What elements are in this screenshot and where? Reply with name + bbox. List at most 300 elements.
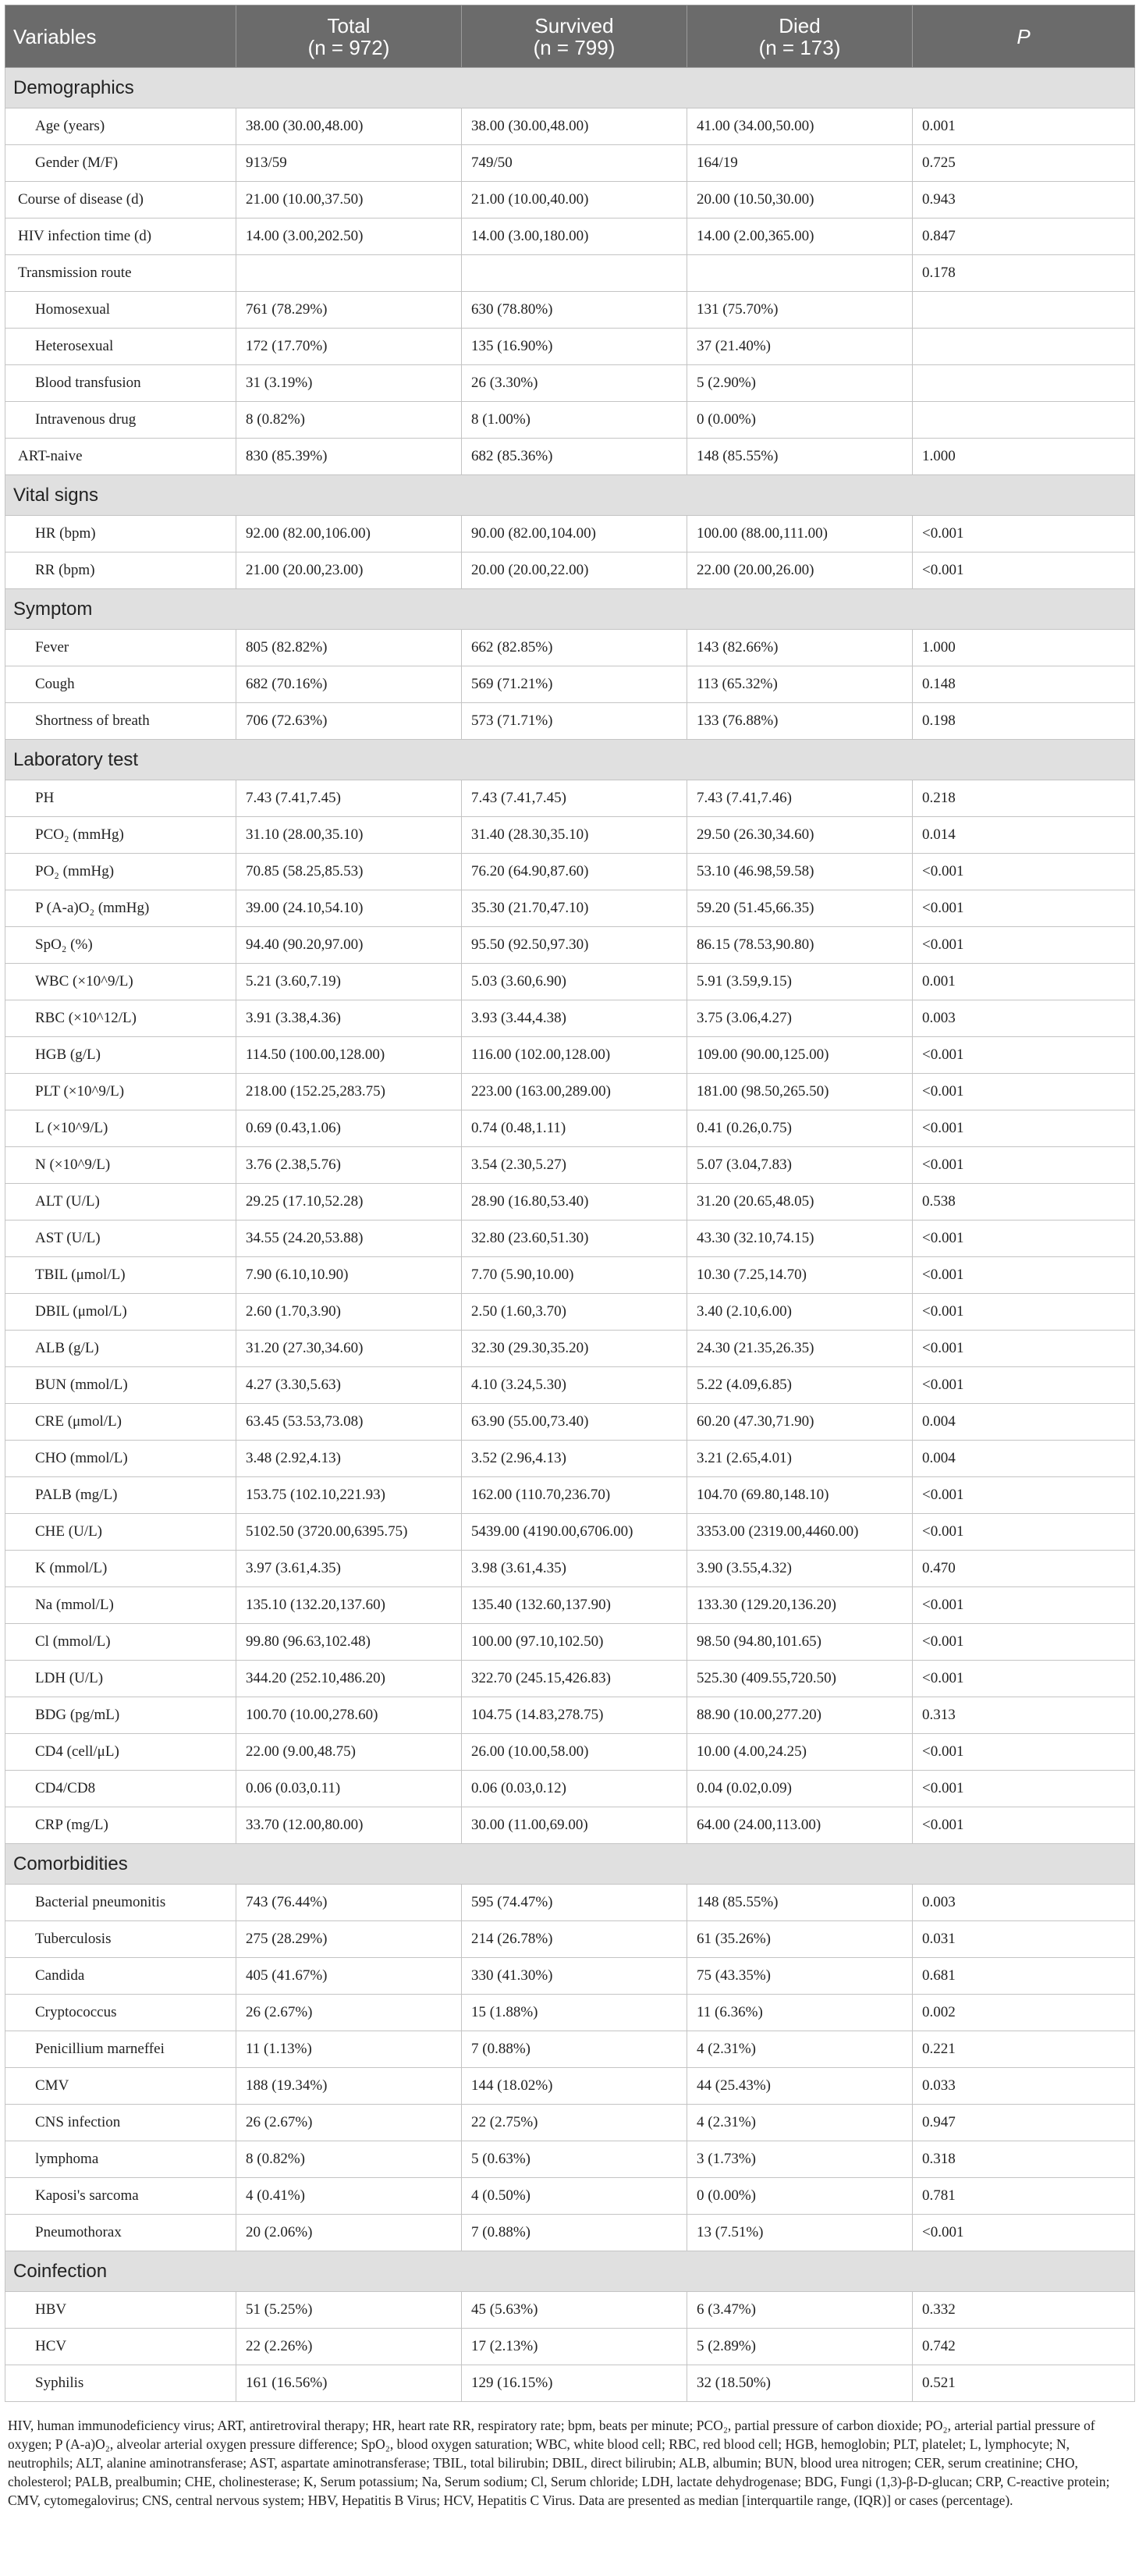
table-row — [5, 219, 1135, 255]
survived-cell: 4 (0.50%) — [462, 2178, 687, 2215]
total-cell: 682 (70.16%) — [236, 666, 462, 703]
table-row — [5, 1734, 1135, 1771]
died-cell: 14.00 (2.00,365.00) — [687, 219, 913, 255]
died-cell: 10.30 (7.25,14.70) — [687, 1257, 913, 1294]
survived-cell: 26.00 (10.00,58.00) — [462, 1734, 687, 1771]
survived-cell: 682 (85.36%) — [462, 439, 687, 475]
survived-cell: 3.93 (3.44,4.38) — [462, 1000, 687, 1037]
section-header-row — [5, 1844, 1135, 1885]
died-cell: 6 (3.47%) — [687, 2292, 913, 2329]
variable-cell: Na (mmol/L) — [5, 1587, 236, 1624]
total-cell: 100.70 (10.00,278.60) — [236, 1697, 462, 1734]
variable-cell: HGB (g/L) — [5, 1037, 236, 1074]
survived-cell: 8 (1.00%) — [462, 402, 687, 439]
table-row — [5, 2292, 1135, 2329]
table-row — [5, 1807, 1135, 1844]
p-value-cell: 0.847 — [913, 219, 1135, 255]
table-row — [5, 1697, 1135, 1734]
survived-cell: 4.10 (3.24,5.30) — [462, 1367, 687, 1404]
p-value-cell: <0.001 — [913, 1587, 1135, 1624]
table-row — [5, 1477, 1135, 1514]
died-cell: 0.41 (0.26,0.75) — [687, 1110, 913, 1147]
table-row — [5, 817, 1135, 854]
died-cell: 29.50 (26.30,34.60) — [687, 817, 913, 854]
variable-cell: Bacterial pneumonitis — [5, 1885, 236, 1921]
table-row — [5, 1404, 1135, 1441]
p-value-cell: <0.001 — [913, 1367, 1135, 1404]
table-row — [5, 1921, 1135, 1958]
survived-cell: 223.00 (163.00,289.00) — [462, 1074, 687, 1110]
survived-cell: 129 (16.15%) — [462, 2365, 687, 2402]
table-row — [5, 1147, 1135, 1184]
variable-cell: Fever — [5, 630, 236, 666]
variable-cell: HR (bpm) — [5, 516, 236, 553]
survived-cell: 30.00 (11.00,69.00) — [462, 1807, 687, 1844]
p-value-cell: <0.001 — [913, 1661, 1135, 1697]
table-body — [5, 68, 1135, 2402]
died-cell: 3.21 (2.65,4.01) — [687, 1441, 913, 1477]
table-row — [5, 1771, 1135, 1807]
variable-cell: BDG (pg/mL) — [5, 1697, 236, 1734]
variable-cell: Gender (M/F) — [5, 145, 236, 182]
table-row — [5, 1037, 1135, 1074]
table-header — [5, 5, 1135, 68]
died-cell: 7.43 (7.41,7.46) — [687, 780, 913, 817]
table-row — [5, 1661, 1135, 1697]
variable-cell: ART-naive — [5, 439, 236, 475]
table-row — [5, 1331, 1135, 1367]
total-cell: 22 (2.26%) — [236, 2329, 462, 2365]
variable-cell: CHO (mmol/L) — [5, 1441, 236, 1477]
variable-cell: RR (bpm) — [5, 553, 236, 589]
died-cell: 31.20 (20.65,48.05) — [687, 1184, 913, 1220]
table-row — [5, 1184, 1135, 1220]
died-cell: 164/19 — [687, 145, 913, 182]
table-row — [5, 553, 1135, 589]
table-row — [5, 365, 1135, 402]
total-cell: 22.00 (9.00,48.75) — [236, 1734, 462, 1771]
table-row — [5, 1624, 1135, 1661]
variable-cell: L (×10^9/L) — [5, 1110, 236, 1147]
survived-cell: 214 (26.78%) — [462, 1921, 687, 1958]
died-cell: 0 (0.00%) — [687, 402, 913, 439]
table-row — [5, 964, 1135, 1000]
survived-cell: 7 (0.88%) — [462, 2215, 687, 2251]
survived-cell: 14.00 (3.00,180.00) — [462, 219, 687, 255]
table-row — [5, 1257, 1135, 1294]
died-cell: 148 (85.55%) — [687, 439, 913, 475]
header-total: Total (n = 972) — [236, 5, 462, 68]
survived-cell: 322.70 (245.15,426.83) — [462, 1661, 687, 1697]
header-died: Died (n = 173) — [687, 5, 913, 68]
section-header-row — [5, 68, 1135, 108]
survived-cell: 116.00 (102.00,128.00) — [462, 1037, 687, 1074]
survived-cell — [462, 255, 687, 292]
p-value-cell: 1.000 — [913, 630, 1135, 666]
survived-cell: 3.54 (2.30,5.27) — [462, 1147, 687, 1184]
p-value-cell: <0.001 — [913, 1147, 1135, 1184]
p-value-cell: 0.178 — [913, 255, 1135, 292]
p-value-cell: 0.031 — [913, 1921, 1135, 1958]
p-value-cell: <0.001 — [913, 1331, 1135, 1367]
variable-cell: Intravenous drug — [5, 402, 236, 439]
survived-cell: 630 (78.80%) — [462, 292, 687, 329]
p-value-cell — [913, 329, 1135, 365]
survived-cell: 5439.00 (4190.00,6706.00) — [462, 1514, 687, 1551]
died-cell: 44 (25.43%) — [687, 2068, 913, 2105]
total-cell: 29.25 (17.10,52.28) — [236, 1184, 462, 1220]
died-cell: 113 (65.32%) — [687, 666, 913, 703]
table-row — [5, 1074, 1135, 1110]
p-value-cell: <0.001 — [913, 927, 1135, 964]
total-cell: 0.69 (0.43,1.06) — [236, 1110, 462, 1147]
survived-cell: 76.20 (64.90,87.60) — [462, 854, 687, 890]
variable-cell: Candida — [5, 1958, 236, 1995]
table-row — [5, 1441, 1135, 1477]
total-cell: 275 (28.29%) — [236, 1921, 462, 1958]
p-value-cell: 0.004 — [913, 1404, 1135, 1441]
variable-cell: Course of disease (d) — [5, 182, 236, 219]
died-cell: 32 (18.50%) — [687, 2365, 913, 2402]
variable-cell: SpO₂ (%) — [5, 927, 236, 964]
survived-cell: 0.74 (0.48,1.11) — [462, 1110, 687, 1147]
variable-cell: Penicillium marneffei — [5, 2031, 236, 2068]
survived-cell: 63.90 (55.00,73.40) — [462, 1404, 687, 1441]
survived-cell: 45 (5.63%) — [462, 2292, 687, 2329]
died-cell: 59.20 (51.45,66.35) — [687, 890, 913, 927]
died-cell: 41.00 (34.00,50.00) — [687, 108, 913, 145]
p-value-cell: <0.001 — [913, 890, 1135, 927]
total-cell: 114.50 (100.00,128.00) — [236, 1037, 462, 1074]
survived-cell: 31.40 (28.30,35.10) — [462, 817, 687, 854]
died-cell: 61 (35.26%) — [687, 1921, 913, 1958]
died-cell: 22.00 (20.00,26.00) — [687, 553, 913, 589]
total-cell: 3.91 (3.38,4.36) — [236, 1000, 462, 1037]
total-cell: 5102.50 (3720.00,6395.75) — [236, 1514, 462, 1551]
variable-cell: N (×10^9/L) — [5, 1147, 236, 1184]
p-value-cell: <0.001 — [913, 2215, 1135, 2251]
table-row — [5, 1294, 1135, 1331]
p-value-cell: 0.003 — [913, 1885, 1135, 1921]
p-value-cell: <0.001 — [913, 1771, 1135, 1807]
variable-cell: TBIL (μmol/L) — [5, 1257, 236, 1294]
died-cell: 5 (2.90%) — [687, 365, 913, 402]
survived-cell: 95.50 (92.50,97.30) — [462, 927, 687, 964]
survived-cell: 3.52 (2.96,4.13) — [462, 1441, 687, 1477]
table-row — [5, 255, 1135, 292]
total-cell: 153.75 (102.10,221.93) — [236, 1477, 462, 1514]
variable-cell: CMV — [5, 2068, 236, 2105]
section-title: Comorbidities — [5, 1844, 1135, 1885]
table-row — [5, 666, 1135, 703]
p-value-cell: <0.001 — [913, 1110, 1135, 1147]
variable-cell: CD4/CD8 — [5, 1771, 236, 1807]
survived-cell: 7.70 (5.90,10.00) — [462, 1257, 687, 1294]
survived-cell: 90.00 (82.00,104.00) — [462, 516, 687, 553]
p-value-cell: 0.001 — [913, 964, 1135, 1000]
table-row — [5, 1587, 1135, 1624]
died-cell: 133.30 (129.20,136.20) — [687, 1587, 913, 1624]
total-cell: 135.10 (132.20,137.60) — [236, 1587, 462, 1624]
p-value-cell: 0.002 — [913, 1995, 1135, 2031]
total-cell: 2.60 (1.70,3.90) — [236, 1294, 462, 1331]
died-cell: 98.50 (94.80,101.65) — [687, 1624, 913, 1661]
table-row — [5, 1514, 1135, 1551]
died-cell: 109.00 (90.00,125.00) — [687, 1037, 913, 1074]
p-value-cell: <0.001 — [913, 1220, 1135, 1257]
total-cell: 92.00 (82.00,106.00) — [236, 516, 462, 553]
died-cell: 13 (7.51%) — [687, 2215, 913, 2251]
survived-cell: 5.03 (3.60,6.90) — [462, 964, 687, 1000]
died-cell: 148 (85.55%) — [687, 1885, 913, 1921]
total-cell: 3.76 (2.38,5.76) — [236, 1147, 462, 1184]
header-row — [5, 5, 1135, 68]
variable-cell: DBIL (μmol/L) — [5, 1294, 236, 1331]
survived-cell: 5 (0.63%) — [462, 2141, 687, 2178]
survived-cell: 28.90 (16.80,53.40) — [462, 1184, 687, 1220]
p-value-cell: <0.001 — [913, 1037, 1135, 1074]
total-cell: 26 (2.67%) — [236, 2105, 462, 2141]
p-value-cell: 0.218 — [913, 780, 1135, 817]
table-row — [5, 703, 1135, 740]
table-row — [5, 2178, 1135, 2215]
p-value-cell: <0.001 — [913, 1294, 1135, 1331]
died-cell: 5.22 (4.09,6.85) — [687, 1367, 913, 1404]
died-cell: 53.10 (46.98,59.58) — [687, 854, 913, 890]
p-value-cell: 0.521 — [913, 2365, 1135, 2402]
survived-cell: 20.00 (20.00,22.00) — [462, 553, 687, 589]
total-cell: 21.00 (10.00,37.50) — [236, 182, 462, 219]
died-cell: 86.15 (78.53,90.80) — [687, 927, 913, 964]
variable-cell: CHE (U/L) — [5, 1514, 236, 1551]
table-row — [5, 108, 1135, 145]
died-cell: 10.00 (4.00,24.25) — [687, 1734, 913, 1771]
p-value-cell: 0.947 — [913, 2105, 1135, 2141]
survived-cell: 2.50 (1.60,3.70) — [462, 1294, 687, 1331]
table-row — [5, 1220, 1135, 1257]
variable-cell: AST (U/L) — [5, 1220, 236, 1257]
survived-cell: 15 (1.88%) — [462, 1995, 687, 2031]
total-cell: 913/59 — [236, 145, 462, 182]
p-value-cell — [913, 365, 1135, 402]
variable-cell: PALB (mg/L) — [5, 1477, 236, 1514]
section-header-row — [5, 740, 1135, 780]
died-cell: 60.20 (47.30,71.90) — [687, 1404, 913, 1441]
total-cell: 830 (85.39%) — [236, 439, 462, 475]
variable-cell: K (mmol/L) — [5, 1551, 236, 1587]
variable-cell: Cryptococcus — [5, 1995, 236, 2031]
total-cell: 51 (5.25%) — [236, 2292, 462, 2329]
total-cell: 0.06 (0.03,0.11) — [236, 1771, 462, 1807]
died-cell — [687, 255, 913, 292]
died-cell: 100.00 (88.00,111.00) — [687, 516, 913, 553]
p-value-cell: <0.001 — [913, 854, 1135, 890]
total-cell: 218.00 (152.25,283.75) — [236, 1074, 462, 1110]
variable-cell: Syphilis — [5, 2365, 236, 2402]
table-row — [5, 516, 1135, 553]
section-header-row — [5, 2251, 1135, 2292]
variable-cell: Tuberculosis — [5, 1921, 236, 1958]
died-cell: 4 (2.31%) — [687, 2105, 913, 2141]
total-cell: 99.80 (96.63,102.48) — [236, 1624, 462, 1661]
survived-cell: 595 (74.47%) — [462, 1885, 687, 1921]
total-cell: 70.85 (58.25,85.53) — [236, 854, 462, 890]
died-cell: 88.90 (10.00,277.20) — [687, 1697, 913, 1734]
total-cell: 11 (1.13%) — [236, 2031, 462, 2068]
table-row — [5, 1885, 1135, 1921]
p-value-cell — [913, 402, 1135, 439]
variable-cell: Pneumothorax — [5, 2215, 236, 2251]
total-cell: 63.45 (53.53,73.08) — [236, 1404, 462, 1441]
table-row — [5, 1958, 1135, 1995]
p-value-cell: 1.000 — [913, 439, 1135, 475]
survived-cell: 104.75 (14.83,278.75) — [462, 1697, 687, 1734]
table-row — [5, 1000, 1135, 1037]
died-cell: 3.90 (3.55,4.32) — [687, 1551, 913, 1587]
p-value-cell: <0.001 — [913, 1734, 1135, 1771]
section-title: Symptom — [5, 589, 1135, 630]
total-cell: 33.70 (12.00,80.00) — [236, 1807, 462, 1844]
table-row — [5, 890, 1135, 927]
p-value-cell: 0.470 — [913, 1551, 1135, 1587]
table-row — [5, 927, 1135, 964]
table-row — [5, 1367, 1135, 1404]
p-value-cell: 0.003 — [913, 1000, 1135, 1037]
p-value-cell: 0.538 — [913, 1184, 1135, 1220]
died-cell: 3 (1.73%) — [687, 2141, 913, 2178]
total-cell: 39.00 (24.10,54.10) — [236, 890, 462, 927]
p-value-cell: 0.033 — [913, 2068, 1135, 2105]
p-value-cell: <0.001 — [913, 1074, 1135, 1110]
variable-cell: PLT (×10^9/L) — [5, 1074, 236, 1110]
survived-cell: 22 (2.75%) — [462, 2105, 687, 2141]
died-cell: 133 (76.88%) — [687, 703, 913, 740]
baseline-characteristics-table — [5, 5, 1135, 2402]
table-row — [5, 1110, 1135, 1147]
p-value-cell: <0.001 — [913, 516, 1135, 553]
section-title: Laboratory test — [5, 740, 1135, 780]
variable-cell: LDH (U/L) — [5, 1661, 236, 1697]
survived-cell: 569 (71.21%) — [462, 666, 687, 703]
table-row — [5, 2365, 1135, 2402]
died-cell: 64.00 (24.00,113.00) — [687, 1807, 913, 1844]
total-cell: 805 (82.82%) — [236, 630, 462, 666]
variable-cell: Kaposi's sarcoma — [5, 2178, 236, 2215]
survived-cell: 749/50 — [462, 145, 687, 182]
total-cell: 20 (2.06%) — [236, 2215, 462, 2251]
total-cell: 161 (16.56%) — [236, 2365, 462, 2402]
survived-cell: 662 (82.85%) — [462, 630, 687, 666]
table-row — [5, 439, 1135, 475]
variable-cell: CNS infection — [5, 2105, 236, 2141]
survived-cell: 144 (18.02%) — [462, 2068, 687, 2105]
p-value-cell: <0.001 — [913, 1807, 1135, 1844]
died-cell: 3.75 (3.06,4.27) — [687, 1000, 913, 1037]
p-value-cell: 0.781 — [913, 2178, 1135, 2215]
header-variables: Variables — [5, 5, 236, 68]
survived-cell: 135 (16.90%) — [462, 329, 687, 365]
variable-cell: ALT (U/L) — [5, 1184, 236, 1220]
total-cell: 405 (41.67%) — [236, 1958, 462, 1995]
total-cell: 7.90 (6.10,10.90) — [236, 1257, 462, 1294]
table-row — [5, 2105, 1135, 2141]
p-value-cell: 0.313 — [913, 1697, 1135, 1734]
variable-cell: Homosexual — [5, 292, 236, 329]
variable-cell: Heterosexual — [5, 329, 236, 365]
table-row — [5, 402, 1135, 439]
died-cell: 75 (43.35%) — [687, 1958, 913, 1995]
variable-cell: P (A-a)O₂ (mmHg) — [5, 890, 236, 927]
variable-cell: CRP (mg/L) — [5, 1807, 236, 1844]
died-cell: 11 (6.36%) — [687, 1995, 913, 2031]
p-value-cell: <0.001 — [913, 1257, 1135, 1294]
table-row — [5, 329, 1135, 365]
variable-cell: WBC (×10^9/L) — [5, 964, 236, 1000]
variable-cell: BUN (mmol/L) — [5, 1367, 236, 1404]
died-cell: 0 (0.00%) — [687, 2178, 913, 2215]
total-cell: 188 (19.34%) — [236, 2068, 462, 2105]
variable-cell: Age (years) — [5, 108, 236, 145]
survived-cell: 7 (0.88%) — [462, 2031, 687, 2068]
p-value-cell: 0.198 — [913, 703, 1135, 740]
table-row — [5, 292, 1135, 329]
survived-cell: 100.00 (97.10,102.50) — [462, 1624, 687, 1661]
died-cell: 5.91 (3.59,9.15) — [687, 964, 913, 1000]
survived-cell: 0.06 (0.03,0.12) — [462, 1771, 687, 1807]
total-cell: 26 (2.67%) — [236, 1995, 462, 2031]
p-value-cell: 0.681 — [913, 1958, 1135, 1995]
total-cell: 8 (0.82%) — [236, 402, 462, 439]
survived-cell: 26 (3.30%) — [462, 365, 687, 402]
survived-cell: 38.00 (30.00,48.00) — [462, 108, 687, 145]
p-value-cell: 0.725 — [913, 145, 1135, 182]
total-cell: 4 (0.41%) — [236, 2178, 462, 2215]
variable-cell: PCO₂ (mmHg) — [5, 817, 236, 854]
variable-cell: HIV infection time (d) — [5, 219, 236, 255]
total-cell: 31.20 (27.30,34.60) — [236, 1331, 462, 1367]
died-cell: 43.30 (32.10,74.15) — [687, 1220, 913, 1257]
survived-cell: 3.98 (3.61,4.35) — [462, 1551, 687, 1587]
total-cell: 34.55 (24.20,53.88) — [236, 1220, 462, 1257]
variable-cell: PO₂ (mmHg) — [5, 854, 236, 890]
section-header-row — [5, 475, 1135, 516]
variable-cell: Shortness of breath — [5, 703, 236, 740]
total-cell: 706 (72.63%) — [236, 703, 462, 740]
total-cell: 3.97 (3.61,4.35) — [236, 1551, 462, 1587]
died-cell: 5 (2.89%) — [687, 2329, 913, 2365]
died-cell: 3353.00 (2319.00,4460.00) — [687, 1514, 913, 1551]
died-cell: 181.00 (98.50,265.50) — [687, 1074, 913, 1110]
died-cell: 525.30 (409.55,720.50) — [687, 1661, 913, 1697]
died-cell: 24.30 (21.35,26.35) — [687, 1331, 913, 1367]
table-row — [5, 2068, 1135, 2105]
died-cell: 131 (75.70%) — [687, 292, 913, 329]
survived-cell: 32.80 (23.60,51.30) — [462, 1220, 687, 1257]
table-row — [5, 2031, 1135, 2068]
table-footnote: HIV, human immunodeficiency virus; ART, antiretroviral therapy; HR, heart rate RR, respiratory rate; bpm, beats per minute; PCO₂, partial pressure of carbon dioxide; PO₂, arterial partial pressure of oxygen; P (A-a)O₂, alveolar arterial oxygen pressure difference; SpO₂, blood oxygen saturation; WBC, white blood cell; RBC, red blood cell; HGB, hemoglobin; PLT, platelet; L, lymphocyte; N, neutrophils; ALT, alanine aminotransferase; AST, aspartate aminotransferase; TBIL, total bilirubin; DBIL, direct bilirubin; ALB, albumin; BUN, blood urea nitrogen; CER, serum creatinine; CHO, cholesterol; PALB, prealbumin; CHE, cholinesterase; K, Serum potassium; Na, Serum sodium; Cl, Serum chloride; LDH, lactate dehydrogenase; BDG, Fungi (1,3)-β-D-glucan; CRP, C-reactive protein; CMV, cytomegalovirus; CNS, central nervous system; HBV, Hepatitis B Virus; HCV, Hepatitis C Virus. Data are presented as median [interquartile range, (IQR)] or cases (percentage). — [8, 2418, 1110, 2508]
p-value-cell: <0.001 — [913, 1477, 1135, 1514]
died-cell: 5.07 (3.04,7.83) — [687, 1147, 913, 1184]
survived-cell: 135.40 (132.60,137.90) — [462, 1587, 687, 1624]
p-value-cell: 0.742 — [913, 2329, 1135, 2365]
p-value-cell: 0.148 — [913, 666, 1135, 703]
p-value-cell: 0.014 — [913, 817, 1135, 854]
died-cell: 37 (21.40%) — [687, 329, 913, 365]
died-cell: 104.70 (69.80,148.10) — [687, 1477, 913, 1514]
died-cell: 20.00 (10.50,30.00) — [687, 182, 913, 219]
p-value-cell: 0.001 — [913, 108, 1135, 145]
died-cell: 143 (82.66%) — [687, 630, 913, 666]
